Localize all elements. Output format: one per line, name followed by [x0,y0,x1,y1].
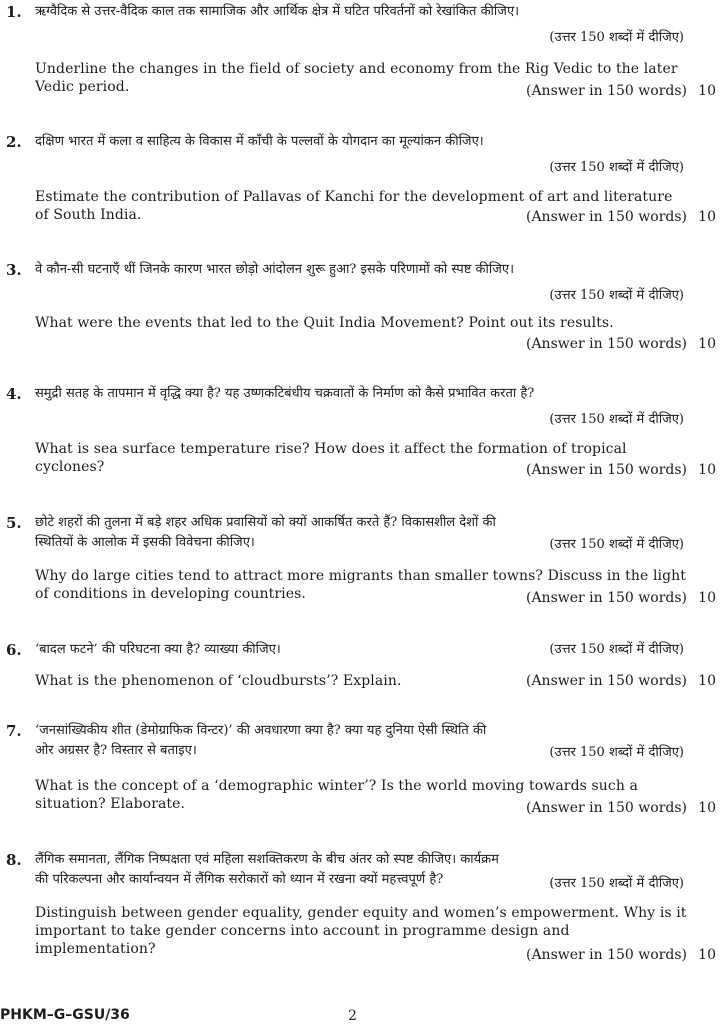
marks: 10 [698,800,716,816]
word-limit-english: (Answer in 150 words) [525,209,687,225]
word-limit-hindi: (उत्तर 150 शब्दों में दीजिए) [549,288,684,303]
marks: 10 [698,336,716,352]
word-limit-hindi: (उत्तर 150 शब्दों में दीजिए) [549,537,684,552]
question-text-english: Why do large cities tend to attract more migrants than smaller towns? Discuss in the light of conditions in developing countries. [35,568,687,602]
question-number: 8. [6,851,22,869]
word-limit-english: (Answer in 150 words) [525,462,687,478]
marks: 10 [698,462,716,478]
question-text-hindi: छोटे शहरों की तुलना में बड़े शहर अधिक प्रवासियों को क्यों आकर्षित करते हैं? विकासशील देशों की स्थितियों के आलोक में इसकी विवेचना कीजिए। [35,515,496,550]
question-text-hindi: ऋग्वैदिक से उत्तर-वैदिक काल तक सामाजिक और आर्थिक क्षेत्र में घटित परिवर्तनों को रेखांकित कीजिए। [35,4,520,19]
question-text-hindi: समुद्री सतह के तापमान में वृद्धि क्या है? यह उष्णकटिबंधीय चक्रवातों के निर्माण को कैसे प्रभावित करता है? [35,386,535,401]
question-text-english: Estimate the contribution of Pallavas of Kanchi for the development of art and literature of South India. [35,189,673,223]
question-text-english: Underline the changes in the field of society and economy from the Rig Vedic to the later Vedic period. [35,61,678,95]
word-limit-hindi: (उत्तर 150 शब्दों में दीजिए) [549,745,684,760]
marks: 10 [698,209,716,225]
question-text-english: What is sea surface temperature rise? How does it affect the formation of tropical cyclones? [35,441,627,475]
question-text-hindi: लैंगिक समानता, लैंगिक निष्पक्षता एवं महिला सशक्तिकरण के बीच अंतर को स्पष्ट कीजिए। कार्यक्रम की परिकल्पना और कार्यान्वयन में लैंगिक सरोकारों को ध्यान में रखना क्यों महत्त्वपूर्ण है? [35,852,499,887]
word-limit-english: (Answer in 150 words) [525,800,687,816]
question-number: 2. [6,133,22,151]
paper-code: PHKM–G–GSU/36 [0,1007,130,1023]
word-limit-hindi: (उत्तर 150 शब्दों में दीजिए) [549,876,684,891]
word-limit-english: (Answer in 150 words) [525,83,687,99]
question-text-hindi: दक्षिण भारत में कला व साहित्य के विकास में काँची के पल्लवों के योगदान का मूल्यांकन कीजिए। [35,134,484,149]
word-limit-hindi: (उत्तर 150 शब्दों में दीजिए) [549,412,684,427]
question-text-english: What were the events that led to the Quit India Movement? Point out its results. [35,315,614,331]
question-text-english: Distinguish between gender equality, gender equity and women’s empowerment. Why is it important to take gender concerns into account in programme design and implementation? [35,905,687,957]
word-limit-english: (Answer in 150 words) [525,673,687,689]
marks: 10 [698,590,716,606]
marks: 10 [698,673,716,689]
question-number: 1. [6,3,22,21]
question-text-hindi: वे कौन-सी घटनाएँ थीं जिनके कारण भारत छोड़ो आंदोलन शुरू हुआ? इसके परिणामों को स्पष्ट कीजिए। [35,262,514,277]
marks: 10 [698,83,716,99]
word-limit-english: (Answer in 150 words) [525,336,687,352]
question-number: 6. [6,641,22,659]
word-limit-hindi: (उत्तर 150 शब्दों में दीजिए) [549,642,684,657]
marks: 10 [698,947,716,963]
question-number: 7. [6,722,22,740]
question-text-english: What is the phenomenon of ‘cloudbursts’? Explain. [35,673,402,689]
page-number: 2 [348,1008,357,1024]
question-text-english: What is the concept of a ‘demographic winter’? Is the world moving towards such a situation? Elaborate. [35,778,638,812]
word-limit-english: (Answer in 150 words) [525,590,687,606]
word-limit-hindi: (उत्तर 150 शब्दों में दीजिए) [549,160,684,175]
word-limit-hindi: (उत्तर 150 शब्दों में दीजिए) [549,30,684,45]
question-text-hindi: ‘बादल फटने’ की परिघटना क्या है? व्याख्या कीजिए। [35,642,281,657]
question-number: 4. [6,385,22,403]
word-limit-english: (Answer in 150 words) [525,947,687,963]
question-number: 3. [6,261,22,279]
question-text-hindi: ‘जनसांख्यिकीय शीत (डेमोग्राफिक विन्टर)’ की अवधारणा क्या है? क्या यह दुनिया ऐसी स्थिति की ओर अग्रसर है? विस्तार से बताइए। [35,723,487,758]
question-number: 5. [6,514,22,532]
